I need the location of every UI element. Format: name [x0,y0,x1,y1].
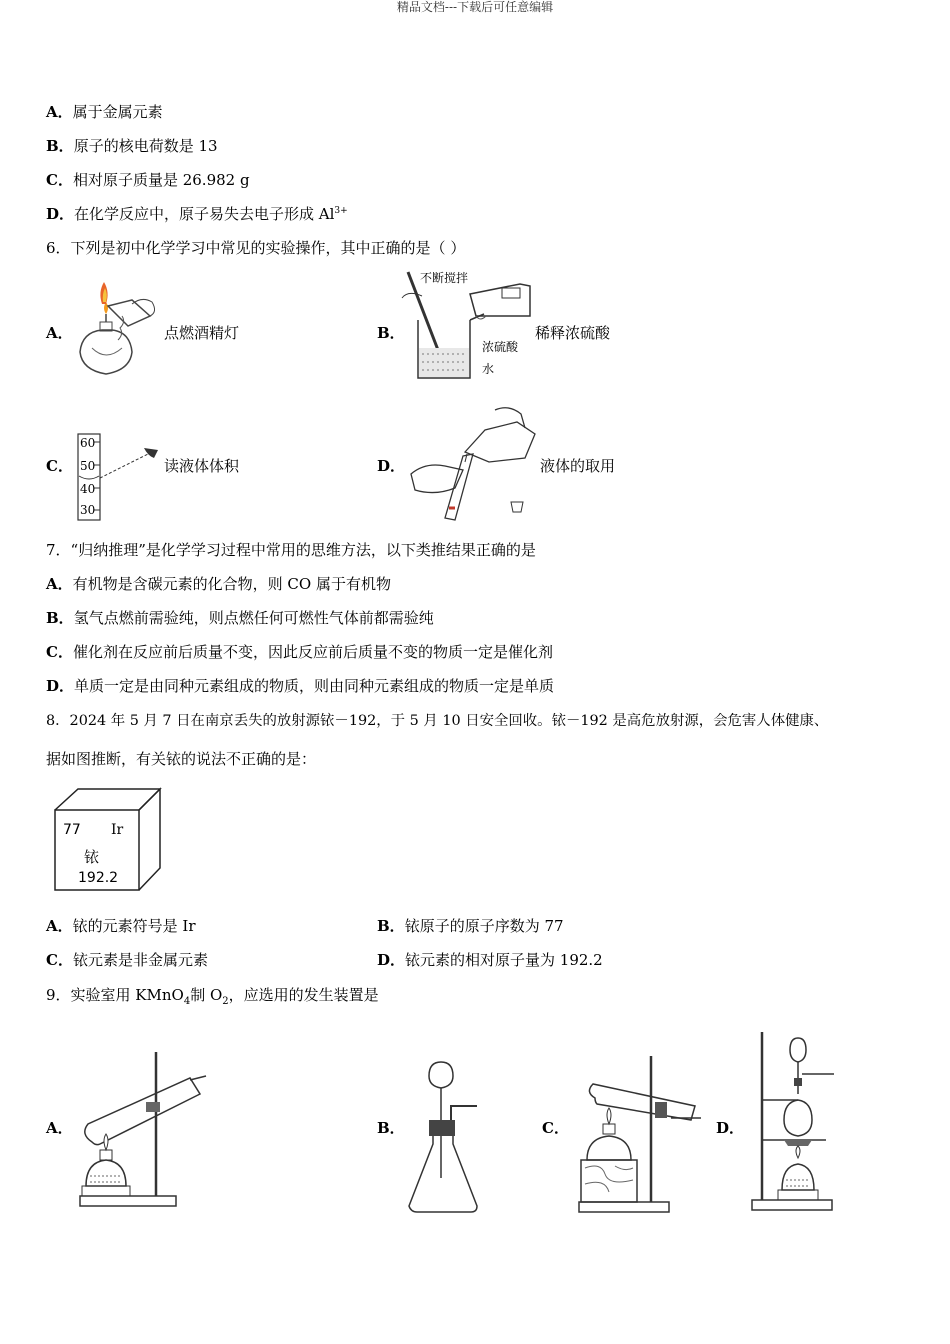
option-text: 属于金属元素 [72,103,163,121]
q9-sub-2: 2 [222,996,229,1007]
apparatus-d-illustration [748,1030,838,1214]
q8-stem-line1: 8．2024 年 5 月 7 日在南京丢失的放射源铱－192，于 5 月 10 日安全回收。铱－192 是高危放射源，会危害人体健康、 [46,713,829,729]
q5-option-a [46,102,163,122]
q6-option-c-caption: 读液体体积 [164,457,240,475]
option-text: 单质一定是由同种元素组成的物质，则由同种元素组成的物质一定是单质 [74,677,555,695]
q7-stem: 7．“归纳推理”是化学学习过程中常用的思维方法，以下类推结果正确的是 [46,541,536,559]
q5-option-d [46,204,348,224]
q9-option-c-letter: C． [542,1119,569,1137]
option-text: 催化剂在反应前后质量不变，因此反应前后质量不变的物质一定是催化剂 [72,643,553,661]
q7-option-a [46,574,391,594]
element-atomic-number: 77 [63,822,81,838]
option-letter: D． [46,205,75,223]
option-letter: B． [377,917,405,935]
q9-stem-pre: 9．实验室用 KMnO [46,986,184,1004]
option-letter: D． [46,677,75,695]
option-letter: A． [46,103,73,121]
option-letter: D． [377,951,406,969]
apparatus-a-illustration [72,1050,212,1212]
stir-note: 不断搅拌 [420,271,469,285]
q9-option-a-letter: A． [46,1119,73,1137]
option-text: 铱元素是非金属元素 [72,951,208,969]
q8-option-b [377,916,564,936]
option-text: 原子的核电荷数是 13 [73,137,218,155]
q5-option-b [46,136,218,156]
conc-acid-note: 浓硫酸 [482,340,519,354]
ion-charge: 3+ [334,206,348,216]
option-text: 有机物是含碳元素的化合物，则 CO 属于有机物 [72,575,391,593]
q6-option-a-letter: A． [46,324,73,342]
option-letter: B． [46,609,74,627]
tick-60: 60 [80,436,96,450]
dilute-sulfuric-acid-illustration [400,270,535,382]
apparatus-c-illustration [575,1052,705,1214]
tick-30: 30 [80,503,96,517]
q8-option-d [377,950,603,970]
water-note: 水 [482,362,495,376]
tick-40: 40 [80,482,96,496]
q9-stem [46,985,379,1005]
page-header: 精品文档---下载后可任意编辑 [396,0,554,14]
q6-option-a-caption: 点燃酒精灯 [164,324,240,342]
tick-50: 50 [80,459,96,473]
option-text: 铱元素的相对原子量为 192.2 [405,951,603,969]
q9-option-d-letter: D． [716,1119,745,1137]
alcohol-lamp-lighting-illustration [72,282,162,382]
option-letter: B． [46,137,74,155]
element-name: 铱 [84,848,100,866]
option-letter: A． [46,575,73,593]
q9-sub-4: 4 [183,996,191,1007]
q7-option-b [46,608,434,628]
q9-stem-post: ，应选用的发生装置是 [228,986,379,1004]
option-letter: C． [46,171,73,189]
q6-option-d-letter: D． [377,457,406,475]
element-symbol: Ir [111,822,124,838]
q5-option-c [46,170,250,190]
option-text: 铱的元素符号是 Ir [72,917,196,935]
element-mass: 192.2 [78,870,119,886]
q6-stem: 6．下列是初中化学学习中常见的实验操作，其中正确的是（ ） [46,239,466,257]
q6-option-d-caption: 液体的取用 [540,457,616,475]
option-letter: C． [46,951,73,969]
option-letter: C． [46,643,73,661]
q6-option-b-caption: 稀释浓硫酸 [535,324,611,342]
q7-option-c [46,642,553,662]
q9-option-b-letter: B． [377,1119,405,1137]
q6-option-b-letter: B． [377,324,405,342]
pour-liquid-illustration [405,404,540,522]
q8-stem-line2: 据如图推断，有关铱的说法不正确的是： [46,750,317,768]
q6-option-c-letter: C． [46,457,73,475]
q9-stem-mid: 制 O [190,986,223,1004]
option-text: 在化学反应中，原子易失去电子形成 Al [74,205,335,223]
option-text: 氢气点燃前需验纯，则点燃任何可燃性气体前都需验纯 [73,609,434,627]
option-text: 相对原子质量是 26.982 g [72,171,250,189]
q8-option-a [46,916,196,936]
option-letter: A． [46,917,73,935]
option-text: 铱原子的原子序数为 77 [404,917,564,935]
apparatus-b-illustration [405,1058,485,1214]
q8-option-c [46,950,208,970]
q7-option-d [46,676,554,696]
